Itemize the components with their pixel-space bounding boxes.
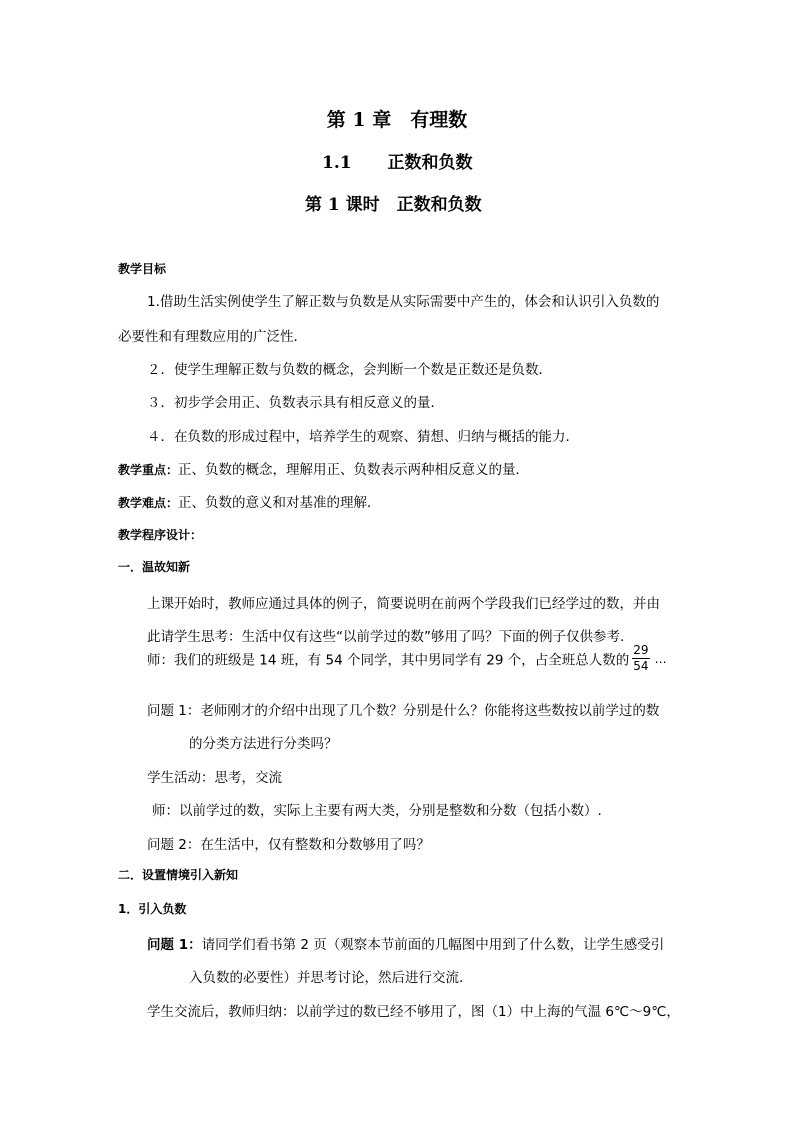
part-1-paragraph-line-1: 上课开始时，教师应通过具体的例子，简要说明在前两个学段我们已经学过的数，并由 (147, 596, 660, 612)
question-1-line-1: 问题 1：老师刚才的介绍中出现了几个数？分别是什么？你能将这些数按以前学过的数 (147, 703, 660, 719)
student-activity: 学生活动：思考，交流 (147, 770, 282, 786)
part-2-sub-heading: 1．引入负数 (118, 902, 187, 916)
goal-item-1-line-2: 必要性和有理数应用的广泛性． (118, 329, 307, 345)
lesson-title: 第 1 课时 正数和负数 (305, 195, 482, 215)
teacher-line (147, 644, 667, 673)
question-2: 问题 2：在生活中，仅有整数和分数够用了吗？ (147, 837, 430, 853)
key-point-label: 教学重点： (118, 463, 179, 477)
question-1-line-2: 的分类方法进行分类吗？ (189, 736, 338, 752)
goal-item-2: ２．使学生理解正数与负数的概念，会判断一个数是正数还是负数． (147, 362, 552, 378)
part-2-question-1 (147, 933, 664, 953)
fraction-numerator: 29 (633, 643, 649, 657)
ellipsis: … (654, 651, 667, 666)
section-heading (322, 148, 473, 173)
key-point (118, 458, 529, 478)
part-2-heading: 二．设置情境引入新知 (118, 868, 239, 882)
part-1-heading: 一．温故知新 (118, 560, 191, 574)
goal-item-4: ４．在负数的形成过程中，培养学生的观察、猜想、归纳与概括的能力． (147, 429, 579, 445)
procedure-heading: 教学程序设计： (118, 528, 203, 542)
section-number: 1.1 (322, 153, 352, 173)
part-1-paragraph-line-2: 此请学生思考：生活中仅有这些“以前学过的数”够用了吗？下面的例子仅供参考. (147, 629, 625, 645)
goals-heading: 教学目标 (118, 262, 167, 276)
part-2-question-1-line-2: 入负数的必要性）并思考讨论，然后进行交流. (189, 970, 464, 986)
teacher-line-text: 师：我们的班级是 14 班，有 54 个同学，其中男同学有 29 个，占全班总人数的 (147, 652, 630, 669)
fraction-denominator: 54 (633, 659, 649, 673)
part-2-question-1-line-1: 请同学们看书第 2 页（观察本节前面的几幅图中用到了什么数，让学生感受引 (201, 937, 665, 953)
goal-item-3: ３．初步学会用正、负数表示具有相反意义的量． (147, 395, 444, 411)
difficulty-label: 教学难点： (118, 496, 179, 510)
goal-item-1-line-1: 1.借助生活实例使学生了解正数与负数是从实际需要中产生的，体会和认识引入负数的 (147, 294, 660, 310)
summary-line: 学生交流后，教师归纳：以前学过的数已经不够用了，图（1）中上海的气温 6℃～9℃， (147, 1004, 680, 1020)
difficulty-text: 正、负数的意义和对基准的理解． (178, 495, 381, 511)
chapter-title: 第 1 章 有理数 (326, 109, 468, 131)
teacher-answer: 师：以前学过的数，实际上主要有两大类，分别是整数和分数（包括小数）. (152, 803, 602, 819)
section-title: 正数和负数 (387, 153, 473, 173)
part-2-question-1-label: 问题 1： (147, 937, 202, 953)
key-point-text: 正、负数的概念，理解用正、负数表示两种相反意义的量． (178, 462, 530, 478)
fraction (632, 644, 649, 673)
difficulty (118, 491, 381, 511)
